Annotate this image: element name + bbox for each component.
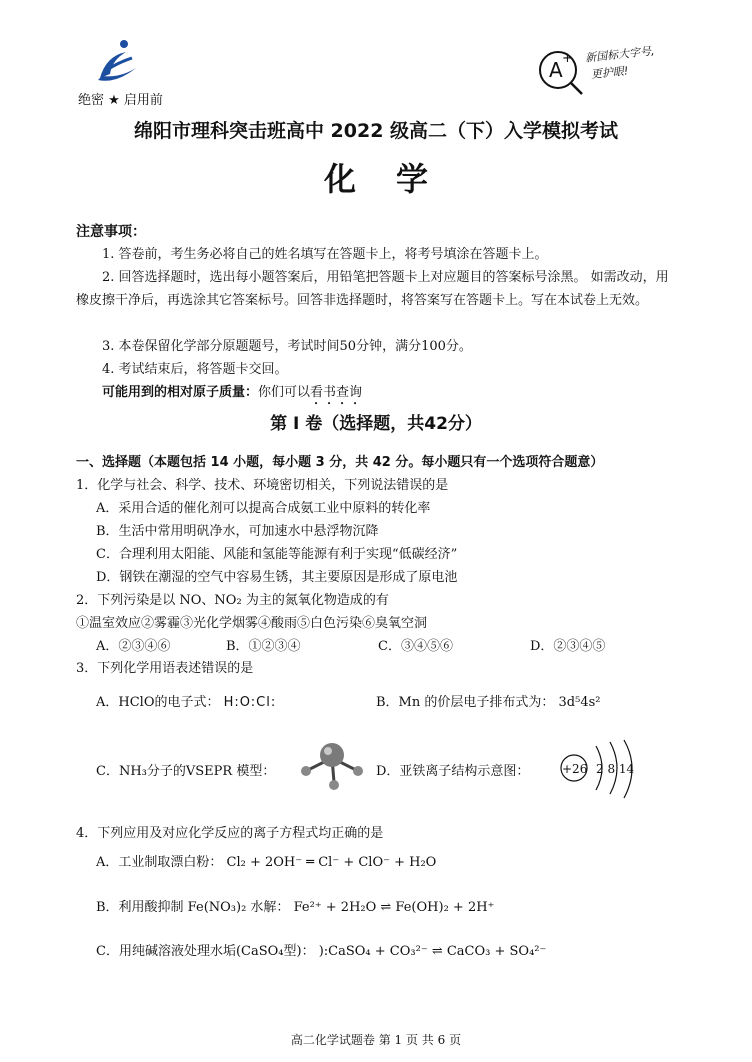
confidential-label: 绝密 ★ 启用前 bbox=[78, 93, 163, 108]
q2-option-d: D．②③④⑤ bbox=[530, 639, 606, 654]
atom-shells: 2 8 14 bbox=[596, 762, 635, 776]
note-1: 1. 答卷前，考生务必将自己的姓名填写在答题卡上，将考号填涂在答题卡上。 bbox=[102, 247, 548, 262]
school-logo-icon bbox=[96, 38, 138, 84]
atom-nucleus: +26 bbox=[562, 762, 588, 776]
section-title: 一、选择题（本题包括 14 小题，每小题 3 分，共 42 分。每小题只有一个选项符合题意） bbox=[76, 455, 604, 470]
note-3: 3. 本卷保留化学部分原题题号，考试时间50分钟，满分100分。 bbox=[102, 339, 472, 354]
page-footer: 高二化学试题卷 第 1 页 共 6 页 bbox=[290, 1033, 462, 1047]
badge-letter: A bbox=[549, 58, 563, 82]
q4-option-a bbox=[96, 851, 436, 870]
q1-option-a: A．采用合适的催化剂可以提高合成氨工业中原料的转化率 bbox=[96, 501, 431, 516]
atomic-mass-label: 可能用到的相对原子质量： bbox=[102, 385, 259, 400]
volume-title: 第 I 卷（选择题，共42分） bbox=[270, 414, 482, 434]
note-2: 2. 回答选择题时，选出每小题答案后，用铅笔把答题卡上对应题目的答案标号涂黑。 如需改动，用橡皮擦干净后，再选涂其它答案标号。回答非选择题时，将答案写在答题卡上。写在本试卷上无效。 bbox=[76, 270, 669, 308]
q2-option-c: C．③④⑤⑥ bbox=[378, 639, 453, 654]
badge-note bbox=[584, 42, 657, 83]
notes-heading: 注意事项： bbox=[76, 224, 146, 240]
badge-plus: + bbox=[562, 51, 573, 66]
q4-b-label: B．利用酸抑制 Fe(NO₃)₂ 水解： bbox=[96, 900, 290, 915]
q2-list: ①温室效应②雾霾③光化学烟雾④酸雨⑤白色污染⑥臭氧空洞 bbox=[76, 616, 428, 631]
q4-b-equation: Fe²⁺ + 2H₂O ⇌ Fe(OH)₂ + 2H⁺ bbox=[293, 900, 495, 915]
q4-option-c bbox=[96, 940, 546, 959]
q4-a-label: A．工业制取漂白粉： bbox=[96, 855, 223, 870]
q3-option-b bbox=[376, 691, 600, 710]
badge-note-line1: 新国标大字号, bbox=[584, 44, 656, 65]
atomic-mass-text-b: 看书查询 bbox=[310, 385, 363, 400]
q2-option-b: B．①②③④ bbox=[226, 639, 301, 654]
atom-structure-icon bbox=[556, 738, 656, 800]
q2-option-a: A．②③④⑥ bbox=[96, 639, 171, 654]
q3-a-label: A．HClO的电子式： bbox=[96, 695, 220, 710]
q4-a-equation: Cl₂ + 2OH⁻ ═ Cl⁻ + ClO⁻ + H₂O bbox=[226, 855, 437, 870]
q3-b-label: B．Mn 的价层电子排布式为： bbox=[376, 695, 555, 710]
q3-option-c-label: C．NH₃分子的VSEPR 模型： bbox=[96, 764, 276, 779]
q3-stem: 3．下列化学用语表述错误的是 bbox=[76, 661, 254, 676]
q4-option-b bbox=[96, 896, 494, 915]
q3-option-d-label: D．亚铁离子结构示意图： bbox=[376, 764, 530, 779]
badge-note-line2: 更护眼! bbox=[590, 64, 629, 82]
atomic-mass-line bbox=[76, 381, 676, 408]
q4-c-label: C．用纯碱溶液处理水垢(CaSO₄型)： bbox=[96, 944, 315, 959]
q2-stem: 2．下列污染是以 NO、NO₂ 为主的氮氧化物造成的有 bbox=[76, 593, 389, 608]
q3-b-formula: 3d⁵4s² bbox=[558, 695, 601, 710]
q1-option-b: B．生活中常用明矾净水，可加速水中悬浮物沉降 bbox=[96, 524, 379, 539]
q3-option-a bbox=[96, 691, 276, 710]
q4-stem: 4．下列应用及对应化学反应的离子方程式均正确的是 bbox=[76, 826, 384, 841]
q4-c-equation: ):CaSO₄ + CO₃²⁻ ⇌ CaCO₃ + SO₄²⁻ bbox=[318, 944, 547, 959]
q2-options bbox=[96, 635, 656, 655]
note-4: 4. 考试结束后，将答题卡交回。 bbox=[102, 362, 288, 377]
exam-title: 绵阳市理科突击班高中 2022 级高二（下）入学模拟考试 bbox=[133, 120, 619, 142]
q3-a-formula: H:O:Cl: bbox=[223, 695, 277, 710]
molecule-model-icon bbox=[294, 738, 370, 794]
subject-title: 化学 bbox=[323, 160, 468, 198]
q1-stem: 1．化学与社会、科学、技术、环境密切相关，下列说法错误的是 bbox=[76, 478, 449, 493]
q1-option-d: D．钢铁在潮湿的空气中容易生锈，其主要原因是形成了原电池 bbox=[96, 570, 458, 585]
atomic-mass-text-a: 你们可以 bbox=[258, 385, 311, 400]
q1-option-c: C．合理利用太阳能、风能和氢能等能源有利于实现“低碳经济” bbox=[96, 547, 458, 562]
